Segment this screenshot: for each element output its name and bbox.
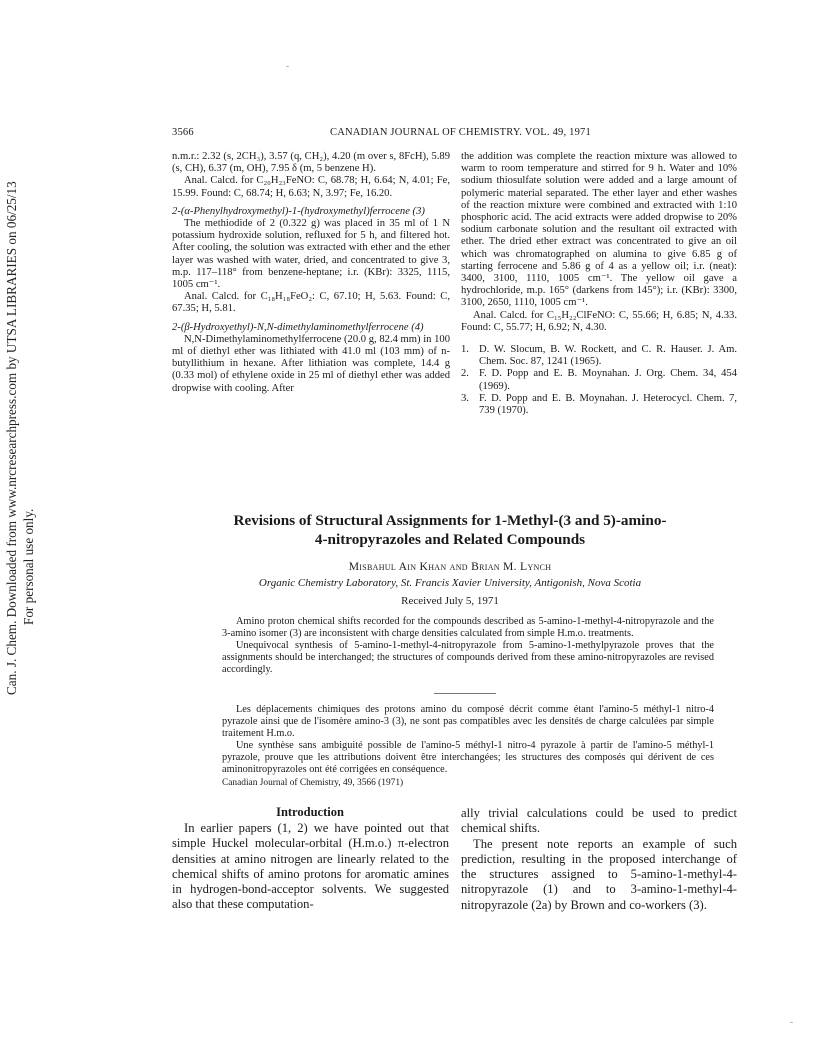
author-list: Misbahul Ain Khan and Brian M. Lynch <box>348 560 552 573</box>
introduction-right-column <box>461 806 737 913</box>
abstract-en-paragraph: Amino proton chemical shifts recorded for the compounds described as 5-amino-1-methyl-4-nitropyrazole and the 3-amino isomer (3) are inconsistent with charge densities calculated from simple H.m.o. treatments. <box>222 616 714 639</box>
download-stamp <box>0 181 58 695</box>
abstract-fr-paragraph: Les déplacements chimiques des protons amino du composé décrit comme étant l'amino-5 méthyl-1 nitro-4 pyrazole ainsi que de l'isomère amino-3 (3), ne sont pas compatibles avec les densités de charge calculées par simple traitement H.m.o. <box>222 704 714 739</box>
introduction-paragraph-continued: ally trivial calculations could be used to predict chemical shifts. <box>461 806 737 836</box>
article-title <box>150 511 750 549</box>
analysis-compound-4: Anal. Calcd. for C₁₅H₂₂ClFeNO: C, 55.66; H, 6.85; N, 4.33. Found: C, 55.77; H, 6.92; N, 4.30. <box>461 309 737 333</box>
right-column <box>461 151 737 417</box>
introduction-heading: Introduction <box>276 805 344 819</box>
page-number: 3566 <box>172 127 194 138</box>
reference-list <box>461 344 737 417</box>
reference-item: 1. D. W. Slocum, B. W. Rockett, and C. R. Hauser. J. Am. Chem. Soc. 87, 1241 (1965). <box>461 344 737 368</box>
article-title-line1: Revisions of Structural Assignments for 1-Methyl-(3 and 5)-amino- <box>233 512 667 529</box>
reference-item: 3. F. D. Popp and E. B. Moynahan. J. Heterocycl. Chem. 7, 739 (1970). <box>461 392 737 417</box>
introduction-paragraph: The present note reports an example of such prediction, resulting in the proposed interchange of the structures assigned to 5-amino-1-methyl-4-nitropyrazole (1) and to 3-amino-1-methyl-4-nitropyrazole (2a) by Brown and co-workers (3). <box>461 836 737 912</box>
running-title: CANADIAN JOURNAL OF CHEMISTRY. VOL. 49, 1971 <box>330 127 591 138</box>
affiliation: Organic Chemistry Laboratory, St. Francis Xavier University, Antigonish, Nova Scotia <box>258 577 642 589</box>
nmr-data: n.m.r.: 2.32 (s, 2CH₃), 3.57 (q, CH₂), 4.20 (m over s, 8FcH), 5.89 (s, CH), 6.37 (m, OH), 7.95 δ (m, 5 benzene H). <box>172 151 450 175</box>
left-column <box>172 151 450 395</box>
scan-speck <box>286 66 289 67</box>
reference-item: 2. F. D. Popp and E. B. Moynahan. J. Org. Chem. 34, 454 (1969). <box>461 368 737 392</box>
analysis-compound-2: Anal. Calcd. for C₂₀H₂₃FeNO: C, 68.78; H, 6.64; N, 4.01; Fe, 15.99. Found: C, 68.74; H, 6.63; N, 3.97; Fe, 16.20. <box>172 175 450 199</box>
abstract-en-paragraph: Unequivocal synthesis of 5-amino-1-methyl-4-nitropyrazole from 5-amino-1-methylpyrazole proves that the assignments should be interchanged; the structures of compounds derived from these amino-nitropyrazoles are revised accordingly. <box>222 639 714 675</box>
analysis-compound-3: Anal. Calcd. for C₁₈H₁₈FeO₂: C, 67.10; H, 5.63. Found: C, 67.35; H, 5.81. <box>172 291 450 315</box>
section-heading-compound-4: 2-(β-Hydroxyethyl)-N,N-dimethylaminomethylferrocene (4) <box>172 321 424 333</box>
abstract-divider <box>434 693 496 694</box>
introduction-left-column <box>172 821 449 913</box>
introduction-paragraph: In earlier papers (1, 2) we have pointed out that simple Huckel molecular-orbital (H.m.o.) π-electron densities at amino nitrogen are linearly related to the chemical shifts of amino protons for aromatic amines in hydrogen-bond-acceptor solvents. We suggested also that these computation- <box>172 821 449 912</box>
section-heading-compound-3: 2-(α-Phenylhydroxymethyl)-1-(hydroxymethyl)ferrocene (3) <box>172 205 425 217</box>
scan-speck <box>790 1022 793 1023</box>
procedure-compound-4: N,N-Dimethylaminomethylferrocene (20.0 g, 82.4 mm) in 100 ml of diethyl ether was lithiated with 41.0 ml (103 mm) of n-butyllithium in hexane. After lithiation was complete, 14.4 g (0.33 mol) of ethylene oxide in 25 ml of diethyl ether was added dropwise with cooling. After <box>172 333 450 394</box>
procedure-compound-3: The methiodide of 2 (0.322 g) was placed in 35 ml of 1 N potassium hydroxide solution, refluxed for 5 h, and filtered hot. After cooling, the solution was extracted with ether and the ether layer was washed with water, dried, and concentrated to give 3, m.p. 117–118° from benzene-heptane; i.r. (KBr): 3325, 1115, 1005 cm⁻¹. <box>172 218 450 291</box>
abstract-english <box>222 616 714 676</box>
received-date: Received July 5, 1971 <box>401 595 499 607</box>
abstract-french <box>222 704 714 775</box>
download-stamp-line1: Can. J. Chem. Downloaded from www.nrcresearchpress.com by UTSA LIBRARIES on 06/25/13 <box>4 181 19 695</box>
procedure-continued: the addition was complete the reaction mixture was allowed to warm to room temperature and stirred for 9 h. Water and 10% sodium thiosulfate solution were added and a large amount of polymeric material separated. The ether layer and ether washes of the reaction mixture were combined and extracted with 1:10 phosphoric acid. The acid extracts were added dropwise to 20% sodium carbonate solution and the resultant oil extracted with ether. The dried ether extract was concentrated to give an oil which was chromatographed on alumina to give 6.85 g of starting ferrocene and 5.86 g of 4 as a yellow oil; i.r. (neat): 3400, 3100, 1110, 1005 cm⁻¹. The yellow oil gave a hydrochloride, m.p. 165° (darkens from 145°); i.r. (KBr): 3300, 3100, 2650, 1110, 1005 cm⁻¹. <box>461 151 737 309</box>
abstract-fr-paragraph: Une synthèse sans ambiguité possible de l'amino-5 méthyl-1 nitro-4 pyrazole à partir de l'amino-5 méthyl-1 pyrazole, prouve que les attributions doivent être interchangées; les structures des composés qui dérivent de ces aminonitropyrazoles ont été corrigées en conséquence. <box>222 739 714 775</box>
article-title-line2: 4-nitropyrazoles and Related Compounds <box>314 531 586 548</box>
journal-citation: Canadian Journal of Chemistry, 49, 3566 (1971) <box>222 778 404 788</box>
download-stamp-line2: For personal use only. <box>21 508 36 625</box>
